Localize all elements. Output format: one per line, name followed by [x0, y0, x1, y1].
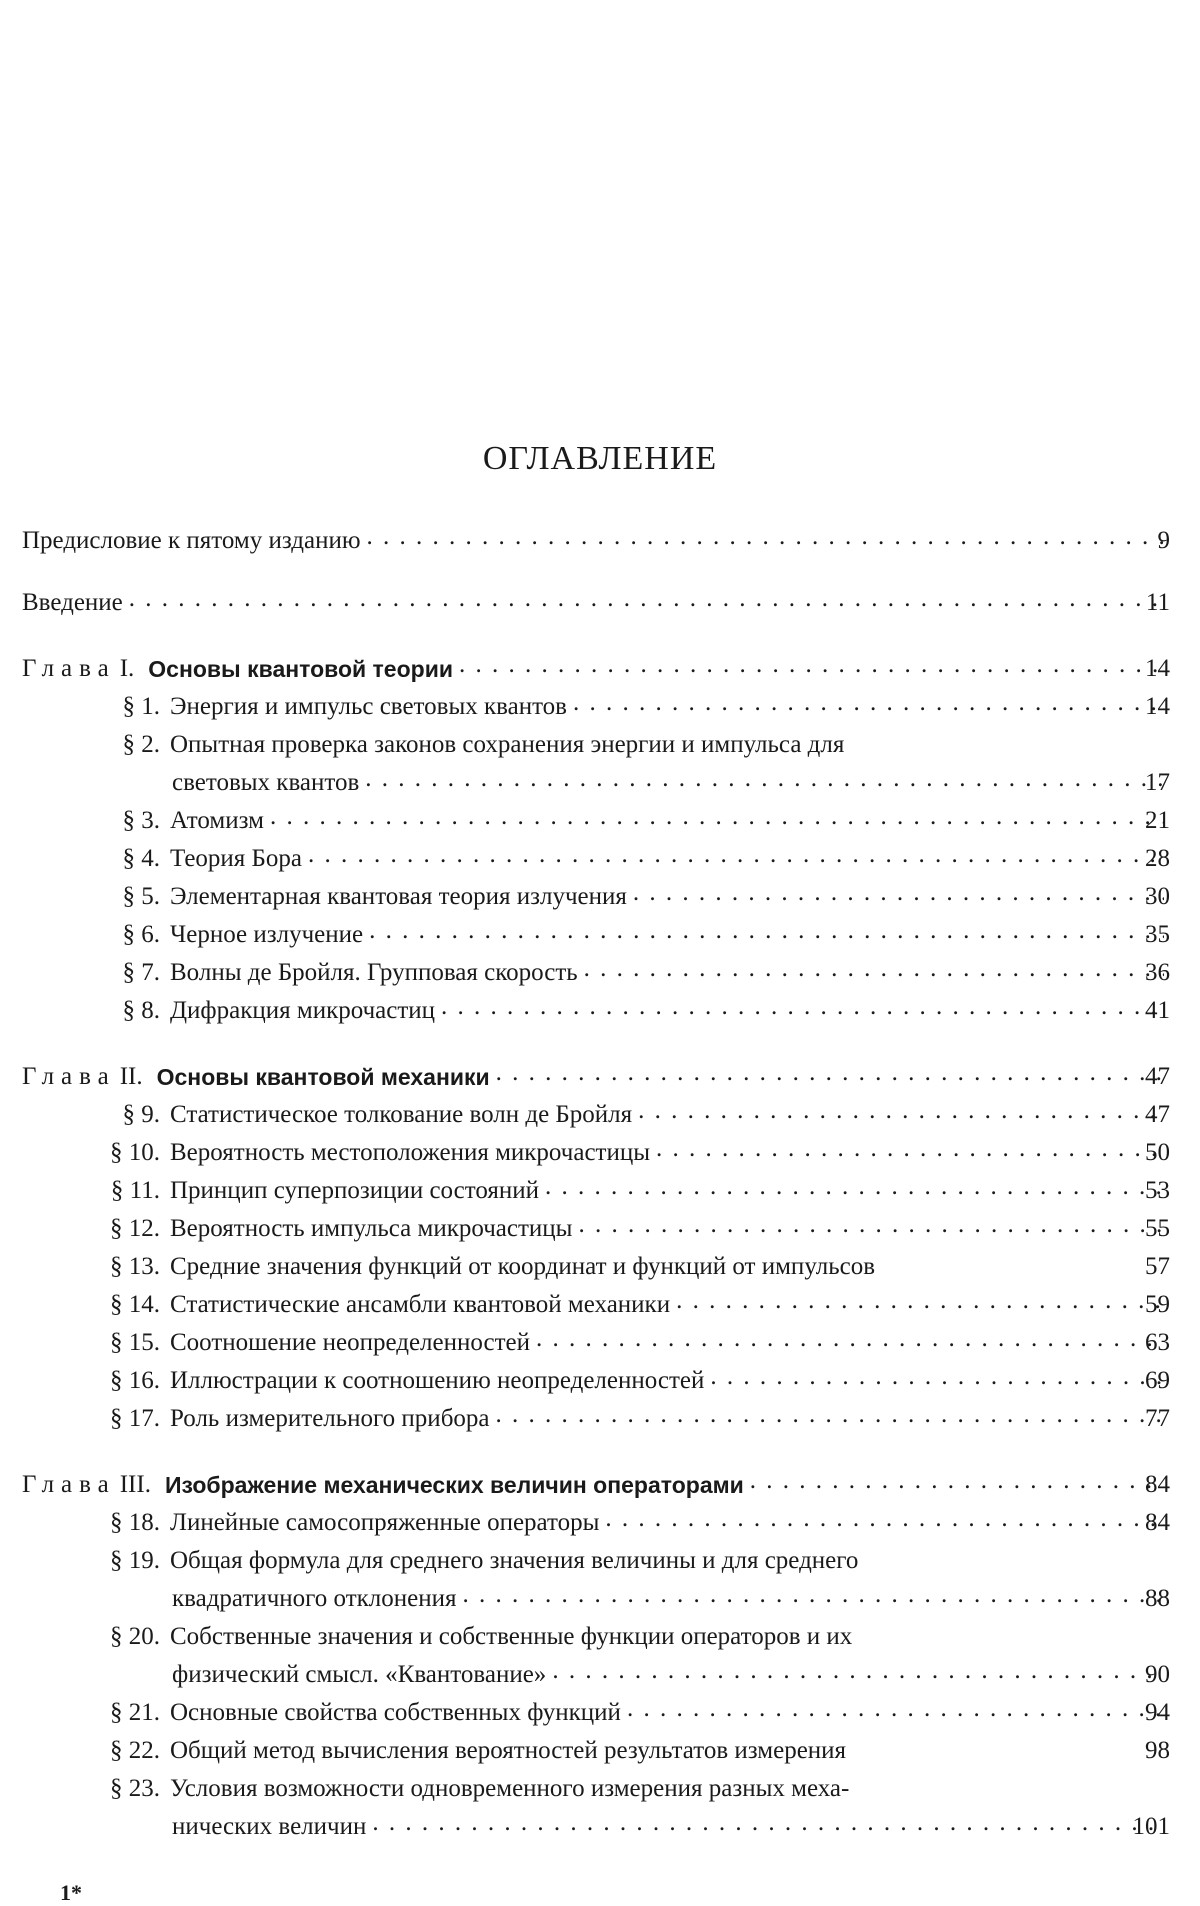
section-title: Общая формула для среднего значения величины и для среднего — [170, 1547, 859, 1574]
section-number: § 10. — [110, 1139, 160, 1166]
section-title: Иллюстрации к соотношению неопределенностей — [170, 1367, 705, 1394]
section-title: Общий метод вычисления вероятностей результатов измерения — [170, 1737, 847, 1764]
section-title: Собственные значения и собственные функции операторов и их — [170, 1623, 853, 1650]
section-title: Волны де Бройля. Групповая скорость — [170, 959, 578, 986]
toc-entry[interactable] — [22, 1056, 1170, 1092]
toc-entry[interactable] — [70, 1132, 1170, 1168]
dot-leader — [270, 802, 1164, 832]
toc-entry[interactable] — [22, 520, 1170, 556]
toc-entry[interactable] — [172, 762, 1170, 798]
page-number: 14 — [1145, 693, 1170, 720]
dot-leader — [710, 1362, 1164, 1392]
section-number: § 6. — [122, 921, 160, 948]
section-title: Теория Бора — [170, 845, 302, 872]
section-number: § 18. — [110, 1509, 160, 1536]
section-title: Вероятность импульса микрочастицы — [170, 1215, 573, 1242]
dot-leader — [129, 584, 1164, 614]
toc-entry[interactable] — [70, 1360, 1170, 1396]
page-number: 94 — [1145, 1699, 1170, 1726]
page-number: 98 — [1145, 1737, 1170, 1764]
page-number: 90 — [1145, 1661, 1170, 1688]
signature-mark: 1* — [60, 1880, 82, 1905]
section-number: § 14. — [110, 1291, 160, 1318]
page-number: 9 — [1157, 527, 1170, 554]
toc-entry[interactable] — [70, 952, 1170, 988]
toc-entry[interactable] — [70, 1692, 1170, 1728]
page-number: 28 — [1145, 845, 1170, 872]
dot-leader — [633, 878, 1164, 908]
dot-leader — [372, 1808, 1164, 1838]
section-number: § 9. — [122, 1101, 160, 1128]
page-number: 84 — [1145, 1471, 1170, 1498]
toc-entry[interactable] — [172, 1654, 1170, 1690]
section-title: Опытная проверка законов сохранения энергии и импульса для — [170, 731, 845, 758]
toc-entry[interactable] — [70, 1730, 1170, 1766]
toc-entry[interactable] — [70, 1246, 1170, 1282]
toc-entry[interactable] — [70, 1170, 1170, 1206]
page-number: 36 — [1145, 959, 1170, 986]
toc-entry[interactable] — [70, 1208, 1170, 1244]
section-title: Условия возможности одновременного измерения разных меха- — [170, 1775, 850, 1802]
page-number: 63 — [1145, 1329, 1170, 1356]
entry-title: Введение — [22, 589, 123, 616]
section-number: § 21. — [110, 1699, 160, 1726]
page-number: 21 — [1145, 807, 1170, 834]
section-title: Черное излучение — [170, 921, 364, 948]
toc-entry[interactable] — [70, 1768, 1170, 1804]
dot-leader — [605, 1504, 1164, 1534]
section-title-continued: нических величин — [172, 1813, 367, 1840]
page-number: 53 — [1145, 1177, 1170, 1204]
section-title: Принцип суперпозиции состояний — [170, 1177, 540, 1204]
section-number: § 4. — [122, 845, 160, 872]
page-number: 47 — [1145, 1101, 1170, 1128]
chapter-number: II. — [119, 1063, 143, 1090]
dot-leader — [459, 650, 1164, 680]
toc-entry[interactable] — [70, 838, 1170, 874]
section-number: § 17. — [110, 1405, 160, 1432]
toc-entry[interactable] — [70, 1322, 1170, 1358]
toc-entry[interactable] — [70, 876, 1170, 912]
dot-leader — [578, 1210, 1164, 1240]
page-number: 41 — [1145, 997, 1170, 1024]
section-number: § 12. — [110, 1215, 160, 1242]
dot-leader — [441, 992, 1164, 1022]
section-title: Основные свойства собственных функций — [170, 1699, 621, 1726]
dot-leader — [750, 1466, 1164, 1496]
dot-leader — [462, 1580, 1164, 1610]
dot-leader — [496, 1400, 1164, 1430]
dot-leader — [365, 764, 1164, 794]
chapter-label: Глава — [22, 655, 116, 682]
section-number: § 5. — [122, 883, 160, 910]
section-number: § 3. — [122, 807, 160, 834]
toc-entry[interactable] — [70, 1616, 1170, 1652]
section-title-continued: физический смысл. «Квантование» — [172, 1661, 547, 1688]
page-number: 77 — [1145, 1405, 1170, 1432]
page-number: 14 — [1145, 655, 1170, 682]
toc-entry[interactable] — [70, 1502, 1170, 1538]
section-title: Вероятность местоположения микрочастицы — [170, 1139, 651, 1166]
page-title: ОГЛАВЛЕНИЕ — [482, 440, 718, 477]
dot-leader — [638, 1096, 1164, 1126]
toc-entry[interactable] — [70, 914, 1170, 950]
page-number: 11 — [1145, 589, 1170, 616]
section-title: Дифракция микрочастиц — [170, 997, 436, 1024]
page-number: 88 — [1145, 1585, 1170, 1612]
section-title: Атомизм — [170, 807, 264, 834]
entry-title: Предисловие к пятому изданию — [22, 527, 361, 554]
page-number: 55 — [1145, 1215, 1170, 1242]
dot-leader — [656, 1134, 1164, 1164]
page-number: 59 — [1145, 1291, 1170, 1318]
page-number: 69 — [1145, 1367, 1170, 1394]
section-number: § 15. — [110, 1329, 160, 1356]
toc-entry[interactable] — [172, 1578, 1170, 1614]
section-title-continued: квадратичного отклонения — [172, 1585, 457, 1612]
dot-leader — [367, 522, 1164, 552]
section-number: § 19. — [110, 1547, 160, 1574]
dot-leader — [584, 954, 1164, 984]
section-number: § 2. — [122, 731, 160, 758]
section-title: Статистическое толкование волн де Бройля — [170, 1101, 633, 1128]
section-title: Соотношение неопределенностей — [170, 1329, 530, 1356]
page-number: 101 — [1132, 1813, 1170, 1840]
dot-leader — [676, 1286, 1164, 1316]
dot-leader — [308, 840, 1164, 870]
chapter-number: I. — [119, 655, 135, 682]
toc-entry[interactable] — [70, 800, 1170, 836]
dot-leader — [369, 916, 1164, 946]
toc-entry[interactable] — [70, 1284, 1170, 1320]
chapter-number: III. — [119, 1471, 151, 1498]
dot-leader — [545, 1172, 1164, 1202]
chapter-label: Глава — [22, 1471, 116, 1498]
section-number: § 13. — [110, 1253, 160, 1280]
section-number: § 23. — [110, 1775, 160, 1802]
page-number: 17 — [1145, 769, 1170, 796]
section-number: § 7. — [122, 959, 160, 986]
dot-leader — [536, 1324, 1164, 1354]
toc-entry[interactable] — [22, 648, 1170, 684]
dot-leader — [627, 1694, 1164, 1724]
toc-entry[interactable] — [70, 990, 1170, 1026]
dot-leader — [573, 688, 1164, 718]
toc-entry[interactable] — [22, 1464, 1170, 1500]
section-number: § 22. — [110, 1737, 160, 1764]
page-number: 47 — [1145, 1063, 1170, 1090]
section-number: § 16. — [110, 1367, 160, 1394]
toc-entry[interactable] — [70, 1094, 1170, 1130]
section-title: Элементарная квантовая теория излучения — [170, 883, 627, 910]
section-title: Средние значения функций от координат и функций от импульсов — [170, 1253, 875, 1280]
section-number: § 20. — [110, 1623, 160, 1650]
chapter-title: Основы квантовой теории — [148, 656, 453, 682]
toc-entry[interactable] — [22, 582, 1170, 618]
toc-entry[interactable] — [70, 1398, 1170, 1434]
page-number: 84 — [1145, 1509, 1170, 1536]
chapter-title: Изображение механических величин операторами — [164, 1472, 744, 1498]
section-title: Линейные самосопряженные операторы — [170, 1509, 600, 1536]
dot-leader — [496, 1058, 1164, 1088]
chapter-title: Основы квантовой механики — [156, 1064, 490, 1090]
chapter-label: Глава — [22, 1063, 116, 1090]
section-number: § 11. — [110, 1177, 160, 1204]
page-number: 30 — [1145, 883, 1170, 910]
page-number: 57 — [1145, 1253, 1170, 1280]
section-number: § 1. — [122, 693, 160, 720]
toc-entry[interactable] — [70, 724, 1170, 760]
toc-entry[interactable] — [70, 1540, 1170, 1576]
section-title-continued: световых квантов — [172, 769, 360, 796]
toc-entry[interactable] — [172, 1806, 1170, 1842]
section-number: § 8. — [122, 997, 160, 1024]
section-title: Роль измерительного прибора — [170, 1405, 490, 1432]
section-title: Статистические ансамбли квантовой механики — [170, 1291, 671, 1318]
toc-entry[interactable] — [70, 686, 1170, 722]
section-title: Энергия и импульс световых квантов — [170, 693, 567, 720]
dot-leader — [552, 1656, 1164, 1686]
page-number: 35 — [1145, 921, 1170, 948]
page-number: 50 — [1145, 1139, 1170, 1166]
